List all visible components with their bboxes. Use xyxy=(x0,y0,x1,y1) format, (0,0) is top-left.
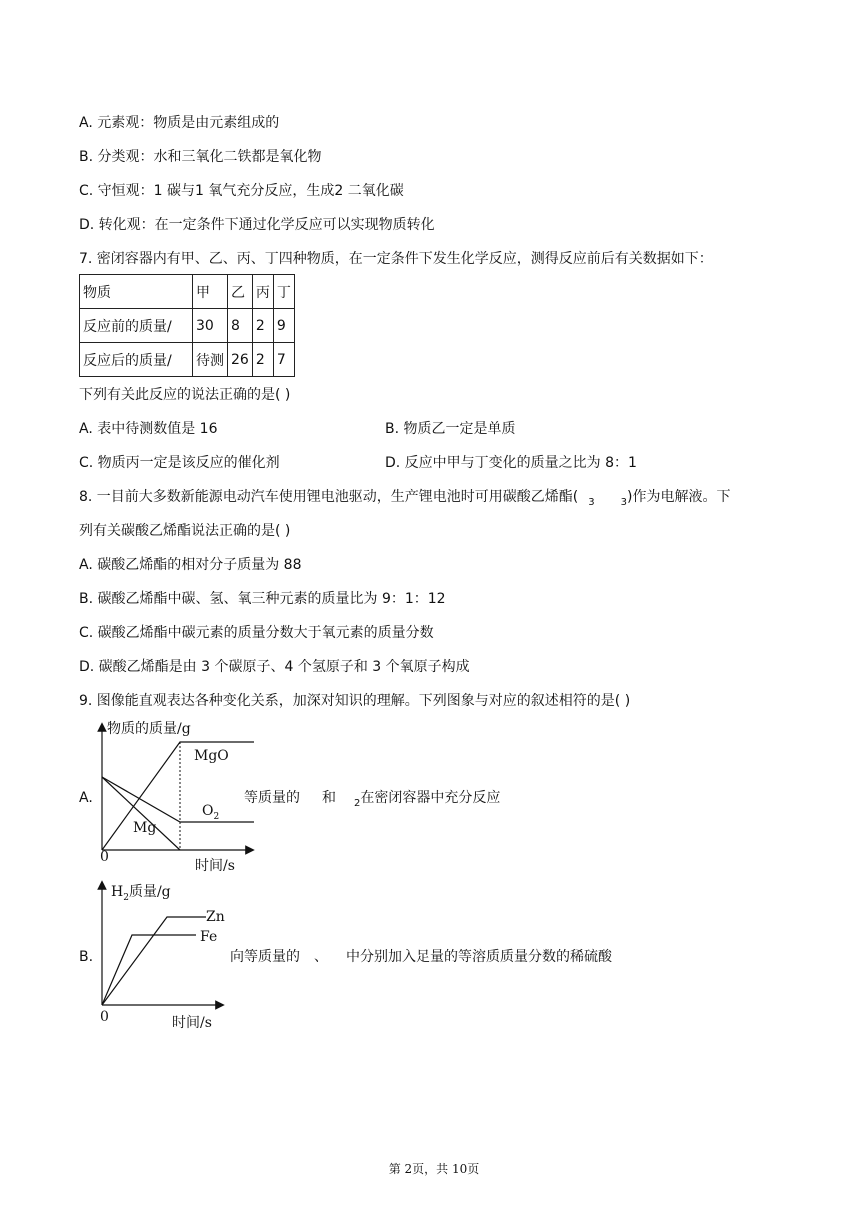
q6-option-c: C. 守恒观：1 碳与1 氧气充分反应，生成2 二氧化碳 xyxy=(79,183,404,199)
table-row xyxy=(80,343,295,377)
mgo-line xyxy=(102,742,254,850)
table-cell: 8 xyxy=(228,309,253,343)
graph-a-ylabel: 物质的质量/g xyxy=(107,721,191,737)
o2-line xyxy=(102,777,254,822)
graph-b-label-zn: Zn xyxy=(206,909,225,925)
table-cell: 丁 xyxy=(273,275,294,309)
q8-formula-sub: 3 xyxy=(588,496,595,508)
table-cell: 物质 xyxy=(80,275,193,309)
table-cell: 丙 xyxy=(252,275,273,309)
q8-option-c: C. 碳酸乙烯酯中碳元素的质量分数大于氧元素的质量分数 xyxy=(79,625,434,641)
q8-formula-sub: 3 xyxy=(620,496,628,508)
table-cell: 反应前的质量/ xyxy=(80,309,193,343)
q7-question: 下列有关此反应的说法正确的是( ) xyxy=(79,387,291,403)
table-cell: 甲 xyxy=(193,275,228,309)
q8-stem-line1 xyxy=(79,487,731,513)
graph-b-label-fe: Fe xyxy=(200,929,218,945)
table-cell: 7 xyxy=(273,343,294,377)
table-cell: 9 xyxy=(273,309,294,343)
q8-stem-text: 8. 一目前大多数新能源电动汽车使用锂电池驱动，生产锂电池时可用碳酸乙烯酯( xyxy=(79,489,579,505)
q8-option-b: B. 碳酸乙烯酯中碳、氢、氧三种元素的质量比为 9：1：12 xyxy=(79,591,446,607)
table-cell: 26 xyxy=(228,343,253,377)
graph-a-xlabel: 时间/s xyxy=(195,858,235,874)
q7-option-b: B. 物质乙一定是单质 xyxy=(385,421,516,437)
table-cell: 乙 xyxy=(228,275,253,309)
q8-option-a: A. 碳酸乙烯酯的相对分子质量为 88 xyxy=(79,557,302,573)
q6-option-a: A. 元素观：物质是由元素组成的 xyxy=(79,115,280,131)
table-cell: 反应后的质量/ xyxy=(80,343,193,377)
q9-graph-a xyxy=(92,715,262,875)
q9-stem: 9. 图像能直观表达各种变化关系，加深对知识的理解。下列图象与对应的叙述相符的是( ) xyxy=(79,693,631,709)
table-row xyxy=(80,275,295,309)
fe-line xyxy=(102,935,196,1005)
graph-b-ylabel: $H_2$质量/g xyxy=(111,884,171,903)
q8-stem-tail: )作为电解液。下 xyxy=(627,489,731,505)
q9-option-b-letter: B. xyxy=(79,949,94,965)
q8-stem-line2: 列有关碳酸乙烯酯说法正确的是( ) xyxy=(79,523,291,539)
q7-option-a: A. 表中待测数值是 16 xyxy=(79,421,218,437)
table-row xyxy=(80,309,295,343)
q9-option-a-letter: A. xyxy=(79,790,93,806)
q9-option-a-text: 等质量的 和 $_2$在密闭容器中充分反应 xyxy=(244,790,501,809)
q9-option-b-text: 向等质量的 、 中分别加入足量的等溶质质量分数的稀硫酸 xyxy=(230,949,612,965)
graph-a-origin: 0 xyxy=(100,849,109,865)
q8-option-d: D. 碳酸乙烯酯是由 3 个碳原子、4 个氢原子和 3 个氧原子构成 xyxy=(79,659,470,675)
q6-option-b: B. 分类观：水和三氧化二铁都是氧化物 xyxy=(79,149,322,165)
zn-line xyxy=(102,917,206,1005)
q7-option-d: D. 反应中甲与丁变化的质量之比为 8：1 xyxy=(385,455,637,471)
table-cell: 待测 xyxy=(193,343,228,377)
graph-a-label-o2: $O_2$ xyxy=(202,803,220,822)
table-cell: 2 xyxy=(252,343,273,377)
q7-stem: 7. 密闭容器内有甲、乙、丙、丁四种物质，在一定条件下发生化学反应，测得反应前后有关数据如下： xyxy=(79,251,713,267)
q6-option-d: D. 转化观：在一定条件下通过化学反应可以实现物质转化 xyxy=(79,217,435,233)
q7-option-c: C. 物质丙一定是该反应的催化剂 xyxy=(79,455,280,471)
graph-a-label-mg: Mg xyxy=(133,820,157,836)
q7-data-table xyxy=(79,274,295,377)
graph-b-xlabel: 时间/s xyxy=(172,1015,212,1031)
graph-b-origin: 0 xyxy=(100,1009,109,1025)
graph-a-label-mgo: MgO xyxy=(194,748,229,764)
table-cell: 2 xyxy=(252,309,273,343)
mg-line xyxy=(102,777,180,850)
table-cell: 30 xyxy=(193,309,228,343)
page-footer: 第 2页，共 10页 xyxy=(388,1162,480,1176)
